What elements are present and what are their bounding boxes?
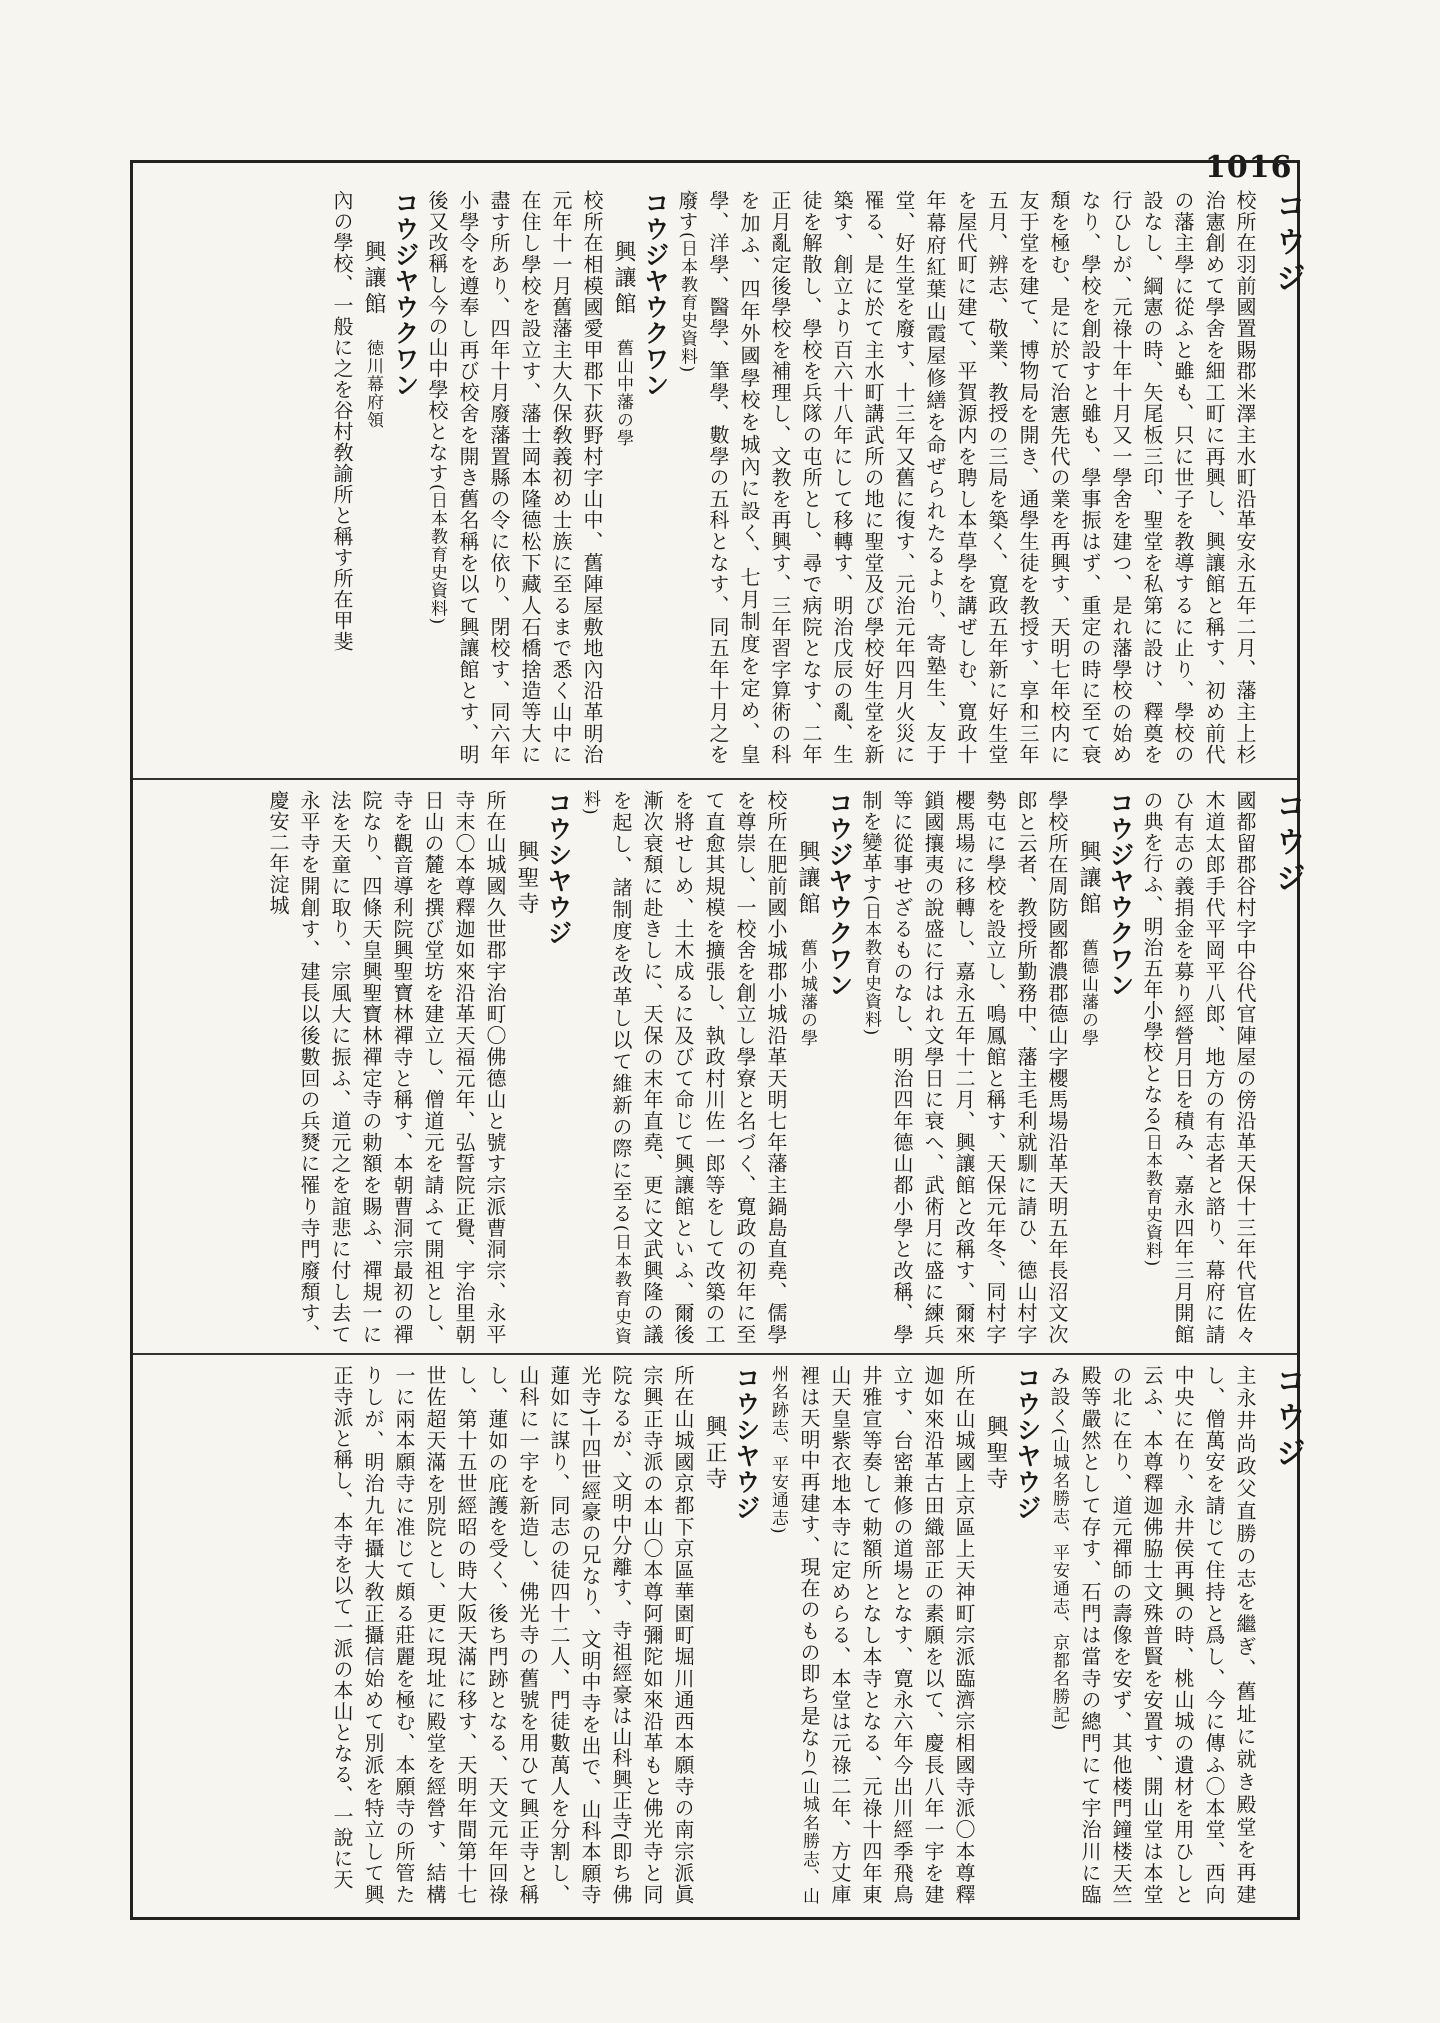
- running-head: コウジ: [1270, 1365, 1305, 1473]
- source-citation: (山城名勝志、平安通志、京都名勝記): [1049, 1428, 1069, 1732]
- entry-body: 所在山城國久世郡宇治町〇佛德山と號す宗派曹洞宗、永平寺末〇本尊釋迦如來沿革天福元年、弘誓院正覺、宇治里朝日山の麓を撰び堂坊を建立し、僧道元を請ふて開祖とし、寺を觀音導利院興聖寶林禪寺と稱す、本朝曹洞宗最初の禪院なり、四條天皇興聖寶林禪定寺の勅額を賜ふ、禪規一に法を天童に取り、宗風大に振ふ、道元之を誼悲に付し去て永平寺を開創す、建長以後數回の兵燹に罹り寺門廢頽す、慶安二年淀城: [266, 790, 507, 1345]
- entry-title: 興聖寺: [514, 840, 539, 918]
- entry-body: 所在山城國京都下京區華園町堀川通西本願寺の南宗派眞宗興正寺派の本山〇本尊阿彌陀如來沿革もと佛光寺と同院なるが、文明中分離す、寺祖經豪は山科興正寺(即ち佛光寺)十四世經豪の兄なり、文明中寺を出で、山科本願寺蓮如に謀り、同志の徒四十二人、門徒數萬人を分割し、山科に一宇を新造し、佛光寺の舊號を用ひて興正寺と稱し、蓮如の庇護を受く、後ち門跡となる、天文元年回祿し、第十五世經昭の時大阪天滿に移す、天明年間第十七世佐超天滿を別院とし、更に現址に殿堂を經營す、結構一に兩本願寺に准じて頗る莊麗を極む、本願寺の所管たりしが、明治九年攝大敎正攝信始めて別派を特立して興正寺派と稱し、本寺を以て一派の本山となる、一說に天: [330, 1365, 695, 1905]
- text-block: [140, 190, 1260, 765]
- entry-body: 國都留郡谷村字中谷代官陣屋の傍沿革天保十三年代官佐々木道太郎手代平岡平八郎、地方の有志者と諮り、幕府に請ひ有志の義捐金を募り經營月日を積み、嘉永四年三月開館の典を行ふ、明治五年小學校となる: [1140, 790, 1257, 1345]
- text-block: [140, 790, 1260, 1345]
- entry-heading: コウジヤウクワン: [391, 190, 420, 398]
- source-citation: (山城名勝志、山州名跡志、平安通志): [768, 1365, 819, 1905]
- page-number: 1016: [1205, 150, 1293, 185]
- entry-title: 興讓館: [1076, 840, 1101, 918]
- entry-heading: コウシヤウジ: [1013, 1365, 1042, 1521]
- source-citation: (日本教育史資料): [1142, 1126, 1162, 1268]
- tier-bottom: [140, 1365, 1260, 1905]
- text-block: [140, 1365, 1260, 1905]
- entry-title: 興讓館: [611, 240, 636, 318]
- entry-heading: コウシヤウジ: [732, 1365, 761, 1521]
- entry-title: 興讓館: [361, 240, 386, 318]
- tier-top: [140, 190, 1260, 765]
- source-citation: (日本教育史資料): [427, 484, 447, 626]
- entry-heading: コウジヤウクワン: [641, 190, 670, 398]
- entry-subtitle: 徳川幕府領: [363, 339, 383, 429]
- entry-subtitle: 舊小城藩の學: [797, 939, 817, 1047]
- running-head: コウジ: [1270, 190, 1305, 298]
- entry-body: 所在山城國上京區上天神町宗派臨濟宗相國寺派〇本尊釋迦如來沿革古田織部正の素願を以て、慶長八年一宇を建立す、台密兼修の道場となす、寛永六年今出川經季飛鳥井雅宣等奏して勅額所となし本寺となる、元祿十四年東山天皇紫衣地本寺に定めらる、本堂は元祿二年、方丈庫裡は天明中再建す、現在のもの即ち是なり: [797, 1365, 976, 1905]
- entry-title: 興正寺: [702, 1415, 727, 1493]
- entry-subtitle: 舊山中藩の學: [613, 339, 633, 447]
- running-head: コウジ: [1270, 790, 1305, 898]
- entry-body: 內の學校、一般に之を谷村敎諭所と稱す所在甲斐: [330, 190, 354, 652]
- entry-subtitle: 舊德山藩の學: [1078, 939, 1098, 1047]
- entry-body: 主永井尚政父直勝の志を繼ぎ、舊址に就き殿堂を再建し、僧萬安を請じて住持と爲し、今に傳ふ〇本堂、西向中央に在り、永井侯再興の時、桃山城の遺材を用ひしと云ふ、本尊釋迦佛脇士文殊普賢を安置す、開山堂は本堂の北に在り、道元禪師の壽像を安ず、其他楼門鐘楼天竺殿等嚴然として存す、石門は當寺の總門にて宇治川に臨み設く: [1047, 1365, 1257, 1905]
- tier-divider: [133, 778, 1297, 780]
- entry-body: 校所在羽前國置賜郡米澤主水町沿革安永五年二月、藩主上杉治憲創めて學舍を細工町に再興し、興讓館と稱す、初め前代の藩主學に從ふと雖も、只に世子を教導するに止り、學校の設なし、綱憲の時、矢尾板三印、聖堂を私第に設け、釋奠を行ひしが、元祿十年十月又一學舍を建つ、是れ藩學校の始めなり、學校を創設すと雖も、學事振はず、重定の時に至て衰頽を極む、是に於て治憲先代の業を再興す、天明七年校内に友于堂を建て、博物局を開き、通學生徒を教授す、享和三年五月、辨志、敬業、教授の三局を築く、寛政五年新に好生堂を屋代町に建て、平賀源内を聘し本草學を講ぜしむ、寛政十年幕府紅葉山霞屋修繕を命ぜられたるより、寄塾生、友于堂、好生堂を廢す、十三年又舊に復す、元治元年四月火災に罹る、是に於て主水町講武所の地に聖堂及び學校好生堂を新築す、創立より百六十八年にして移轉す、明治戊辰の亂、生徒を解散し、學校を兵隊の屯所とし、尋で病院となす、二年正月亂定後學校を補理し、文教を再興す、三年習字算術の科を加ふ、四年外國學校を城內に設く、七月制度を定め、皇學、洋學、醫學、筆學、數學の五科となす、同五年十月之を廢す: [675, 190, 1257, 765]
- entry-heading: コウジヤウクワン: [1106, 790, 1135, 998]
- source-citation: (日本教育史資料): [580, 790, 631, 1345]
- entry-title: 興聖寺: [983, 1415, 1008, 1493]
- source-citation: (日本教育史資料): [677, 232, 697, 374]
- entry-heading: コウシヤウジ: [544, 790, 573, 946]
- entry-heading: コウジヤウクワン: [825, 790, 854, 998]
- source-citation: (日本教育史資料): [861, 895, 881, 1037]
- entry-body: 校所在相模國愛甲郡下荻野村字山中、舊陣屋敷地內沿革明治元年十一月舊藩主大久保敎義初め士族に至るまで悉く山中に在住し學校を設立す、藩士岡本隆德松下藏人石橋捨造等大に盡す所あり、四年十月廢藩置縣の令に依り、閉校す、同六年小學令を遵奉し再び校舍を開き舊名稱を以て興讓館とす、明後又改稱し今の山中學校となす: [425, 190, 604, 765]
- entry-body: 校所在肥前國小城郡小城沿革天明七年藩主鍋島直堯、儒學を尊崇し、一校舍を創立し學寮と名づく、寛政の初年に至て直愈其規模を擴張し、執政村川佐一郎等をして改築の工を將せしめ、土木成るに及びて命じて興讓館といふ、爾後漸次衰頽に赴きしに、天保の末年直堯、更に文武興隆の議を起し、諸制度を改革し以て維新の際に至る: [609, 790, 788, 1345]
- entry-body: 學校所在周防國都濃郡德山字櫻馬場沿革天明五年長沼文次郎と云者、教授所勤務中、藩主毛利就馴に請ひ、德山村字勢屯に學校を設立し、鳴鳳館と稱す、天保元年冬、同村字櫻馬場に移轉し、嘉永五年十二月、興讓館と改稱す、爾來鎖國攘夷の說盛に行はれ文學日に衰へ、武術月に盛に練兵等に從事せざるものなし、明治四年德山都小學と改稱、學制を變革す: [859, 790, 1069, 1345]
- tier-middle: [140, 790, 1260, 1345]
- entry-title: 興讓館: [795, 840, 820, 918]
- tier-divider: [133, 1353, 1297, 1355]
